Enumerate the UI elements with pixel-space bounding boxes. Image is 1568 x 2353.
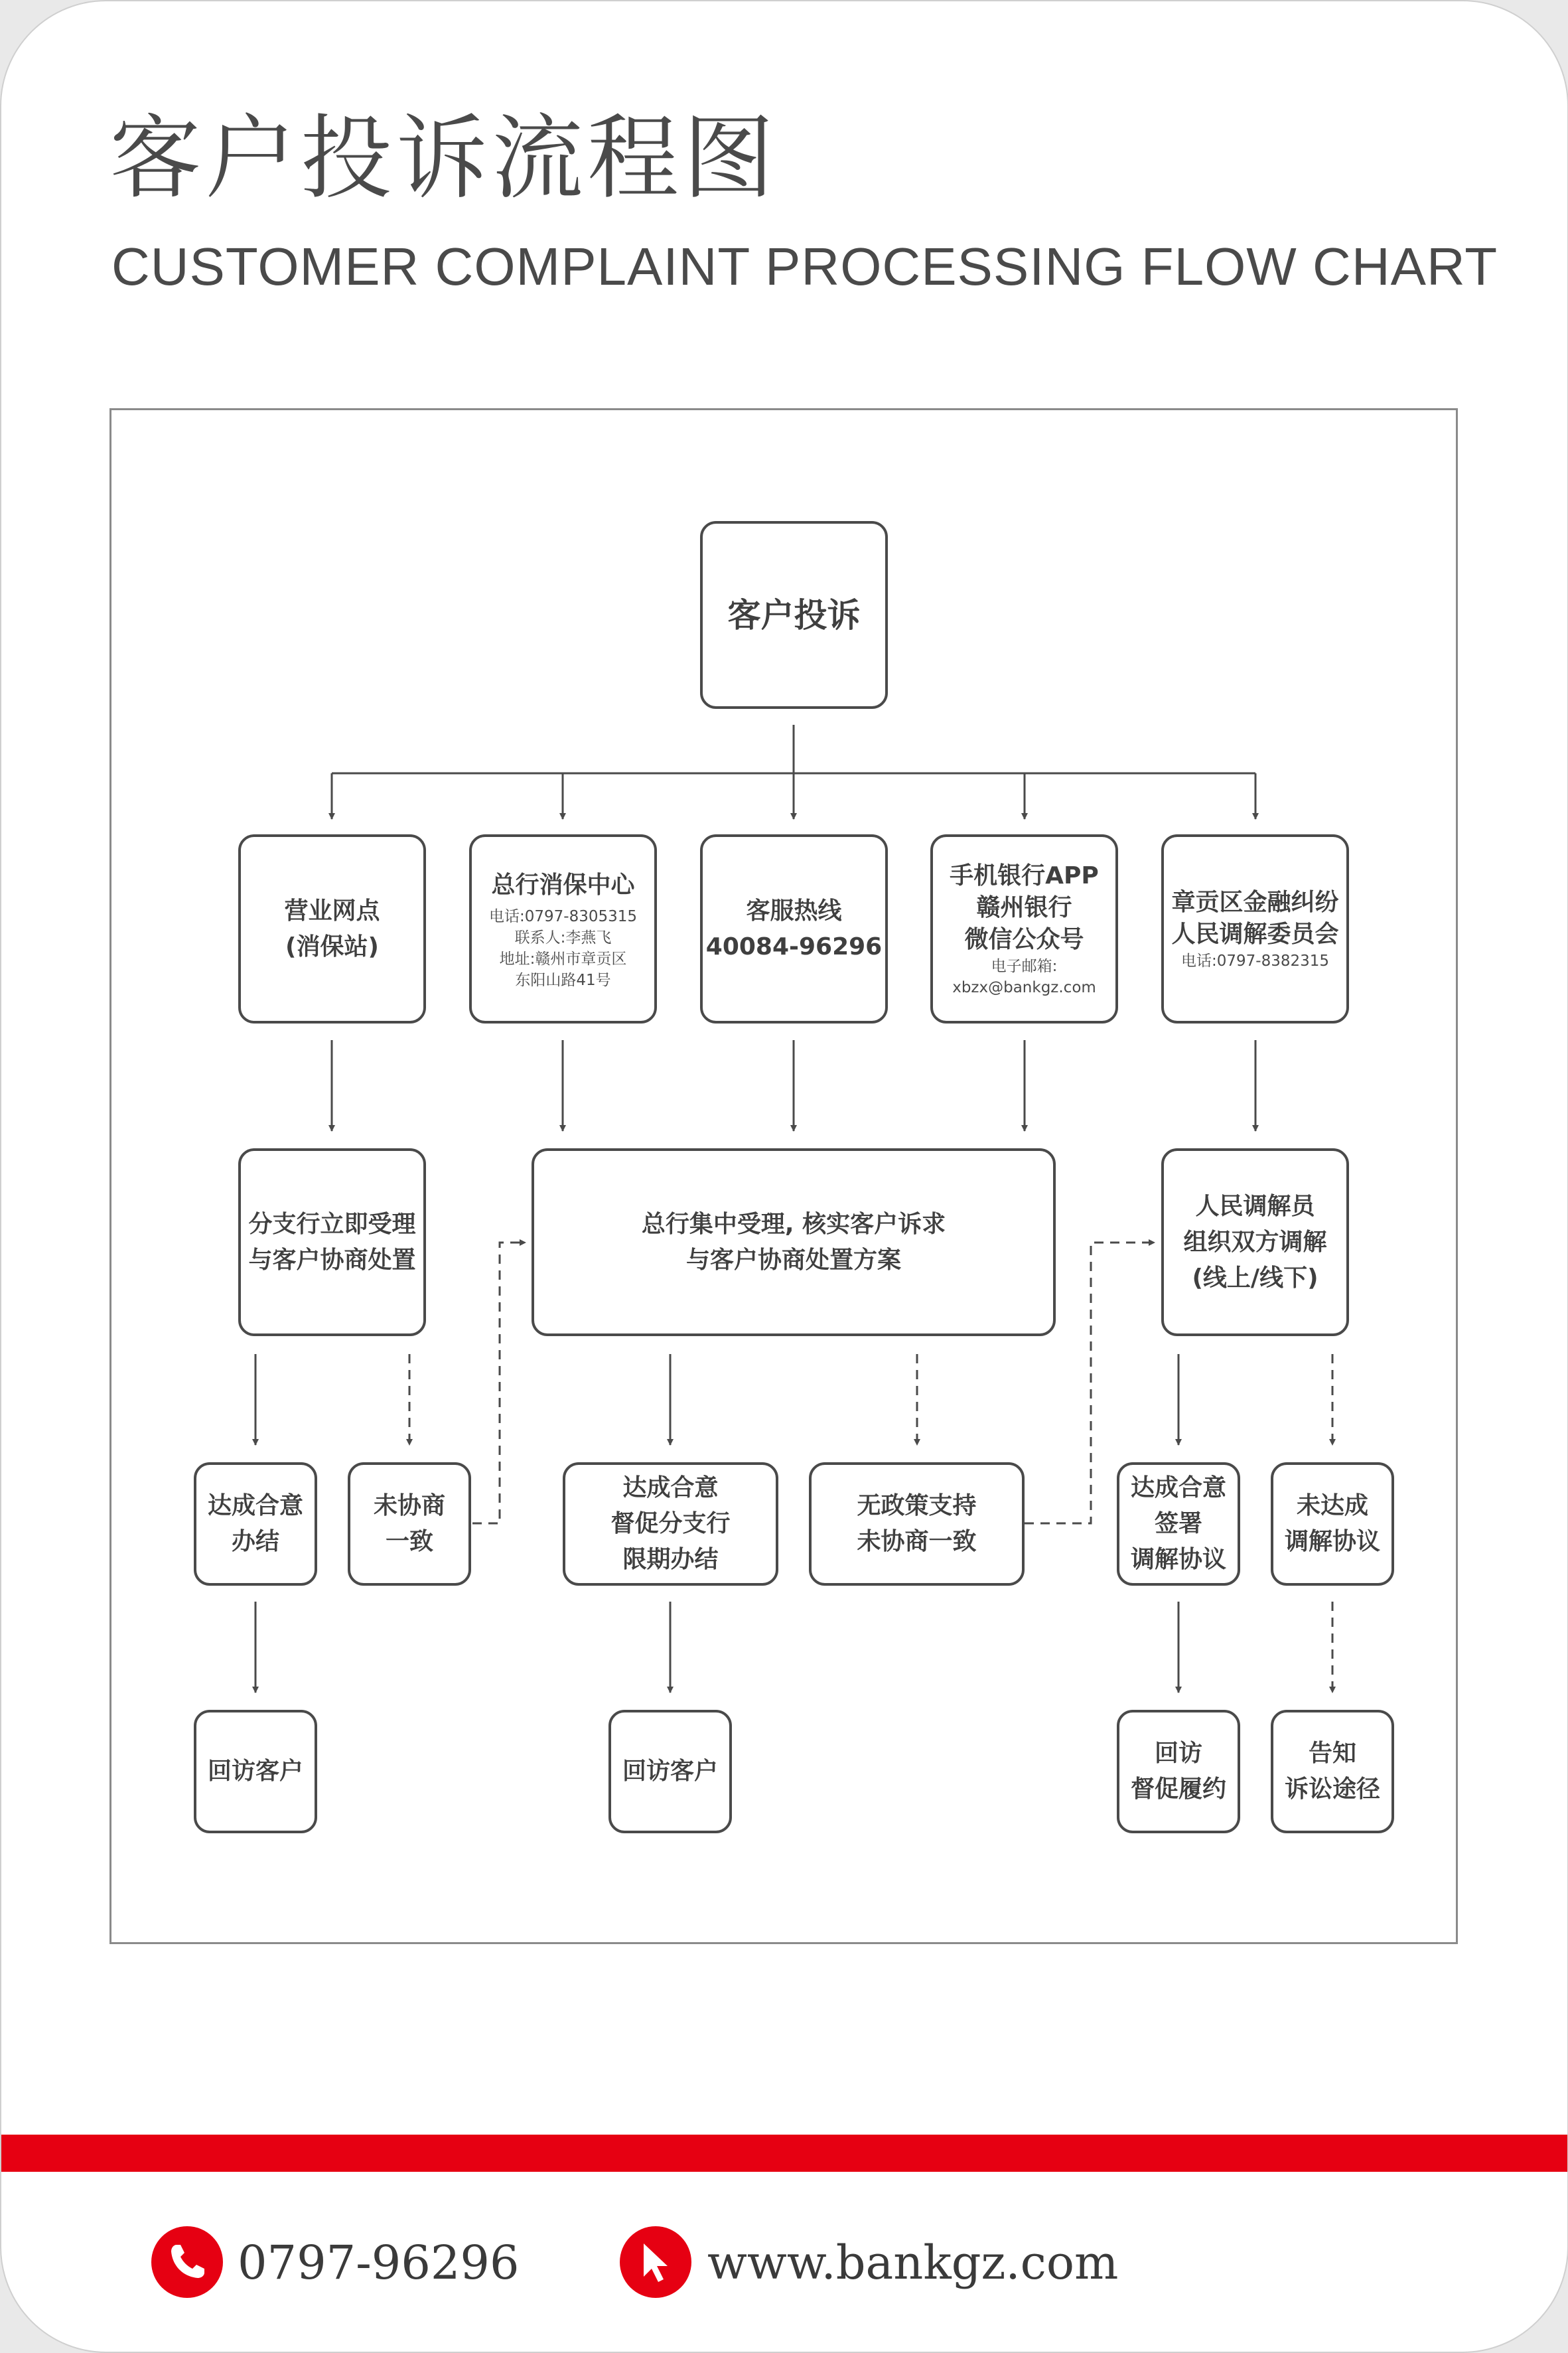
node-no-consensus — [348, 1462, 471, 1586]
node-label: 与客户协商处置方案 — [685, 1246, 901, 1274]
node-mobile-channels — [930, 834, 1118, 1024]
node-label: 人民调解员 — [1195, 1192, 1315, 1220]
node-service-hotline — [700, 834, 888, 1024]
node-head-office-center — [469, 834, 657, 1024]
node-label: 40084-96296 — [705, 933, 883, 960]
page-subtitle: CUSTOMER COMPLAINT PROCESSING FLOW CHART — [111, 237, 1498, 296]
node-label: 与客户协商处置 — [248, 1246, 416, 1274]
node-label: 未协商一致 — [857, 1528, 977, 1555]
node-follow-up-1 — [194, 1710, 317, 1833]
node-detail: 东阳山路41号 — [515, 971, 611, 989]
node-detail: xbzx@bankgz.com — [952, 978, 1096, 996]
node-label: 章贡区金融纠纷 — [1171, 888, 1339, 916]
node-label: 营业网点 — [284, 897, 380, 925]
page-title: 客户投诉流程图 — [109, 105, 779, 212]
node-detail: 电话:0797-8382315 — [1180, 952, 1329, 970]
node-label: 人民调解委员会 — [1171, 920, 1339, 948]
node-label: 达成合意 — [207, 1492, 303, 1519]
node-follow-up-2 — [608, 1710, 732, 1833]
node-branch-outlet — [238, 834, 426, 1024]
node-label: 无政策支持 — [857, 1492, 977, 1519]
node-title: 总行消保中心 — [491, 871, 635, 899]
node-litigation-notice — [1271, 1710, 1394, 1833]
node-label: (消保站) — [285, 933, 379, 960]
node-detail: 地址:赣州市章贡区 — [499, 950, 627, 968]
node-detail: 电话:0797-8305315 — [488, 907, 637, 925]
node-no-agreement — [1271, 1462, 1394, 1586]
node-label: 督促分支行 — [610, 1510, 731, 1537]
node-label: 赣州银行 — [976, 893, 1072, 921]
arrow-r2-escalate-m2 — [472, 1243, 526, 1523]
node-mediation-committee — [1161, 834, 1349, 1024]
accent-bar — [1, 2135, 1568, 2172]
phone-icon — [151, 2226, 223, 2298]
node-no-policy-support — [809, 1462, 1025, 1586]
node-label: 调解协议 — [1284, 1528, 1380, 1555]
node-detail: 联系人:李燕飞 — [514, 929, 612, 947]
node-customer-complaint — [700, 521, 888, 709]
node-label: 签署 — [1154, 1510, 1202, 1537]
footer-phone: 0797-96296 — [238, 2236, 520, 2290]
node-label: 达成合意 — [622, 1474, 719, 1501]
node-follow-up-fulfil — [1117, 1710, 1240, 1833]
node-central-accept — [532, 1148, 1056, 1336]
footer-website[interactable]: www.bankgz.com — [707, 2236, 1119, 2290]
node-label: 限期办结 — [622, 1546, 719, 1573]
node-label: 总行集中受理, 核实客户诉求 — [641, 1210, 946, 1238]
node-label: 诉讼途径 — [1284, 1776, 1380, 1803]
cursor-icon — [620, 2226, 691, 2298]
node-detail: 电子邮箱: — [991, 957, 1058, 975]
node-label: 告知 — [1308, 1740, 1356, 1767]
node-label: 回访 — [1154, 1740, 1202, 1767]
node-label: 客服热线 — [746, 897, 842, 925]
node-label: 办结 — [231, 1528, 279, 1555]
node-label: 未协商 — [373, 1492, 445, 1519]
node-label: 微信公众号 — [964, 925, 1084, 953]
node-label: 客户投诉 — [727, 595, 861, 635]
node-label: (线上/线下) — [1192, 1264, 1319, 1292]
node-label: 督促履约 — [1130, 1776, 1226, 1803]
node-label: 回访客户 — [207, 1758, 303, 1785]
node-branch-accept — [238, 1148, 426, 1336]
node-label: 分支行立即受理 — [248, 1210, 416, 1238]
node-label: 达成合意 — [1130, 1474, 1226, 1501]
node-agreement-supervise — [563, 1462, 778, 1586]
node-agreement-closed — [194, 1462, 317, 1586]
node-label: 回访客户 — [622, 1758, 718, 1785]
node-mediator — [1161, 1148, 1349, 1336]
node-label: 组织双方调解 — [1183, 1228, 1327, 1256]
node-label: 调解协议 — [1130, 1546, 1226, 1573]
node-label: 未达成 — [1296, 1492, 1368, 1519]
node-sign-agreement — [1117, 1462, 1240, 1586]
node-label: 一致 — [385, 1528, 433, 1555]
node-label: 手机银行APP — [950, 862, 1099, 889]
